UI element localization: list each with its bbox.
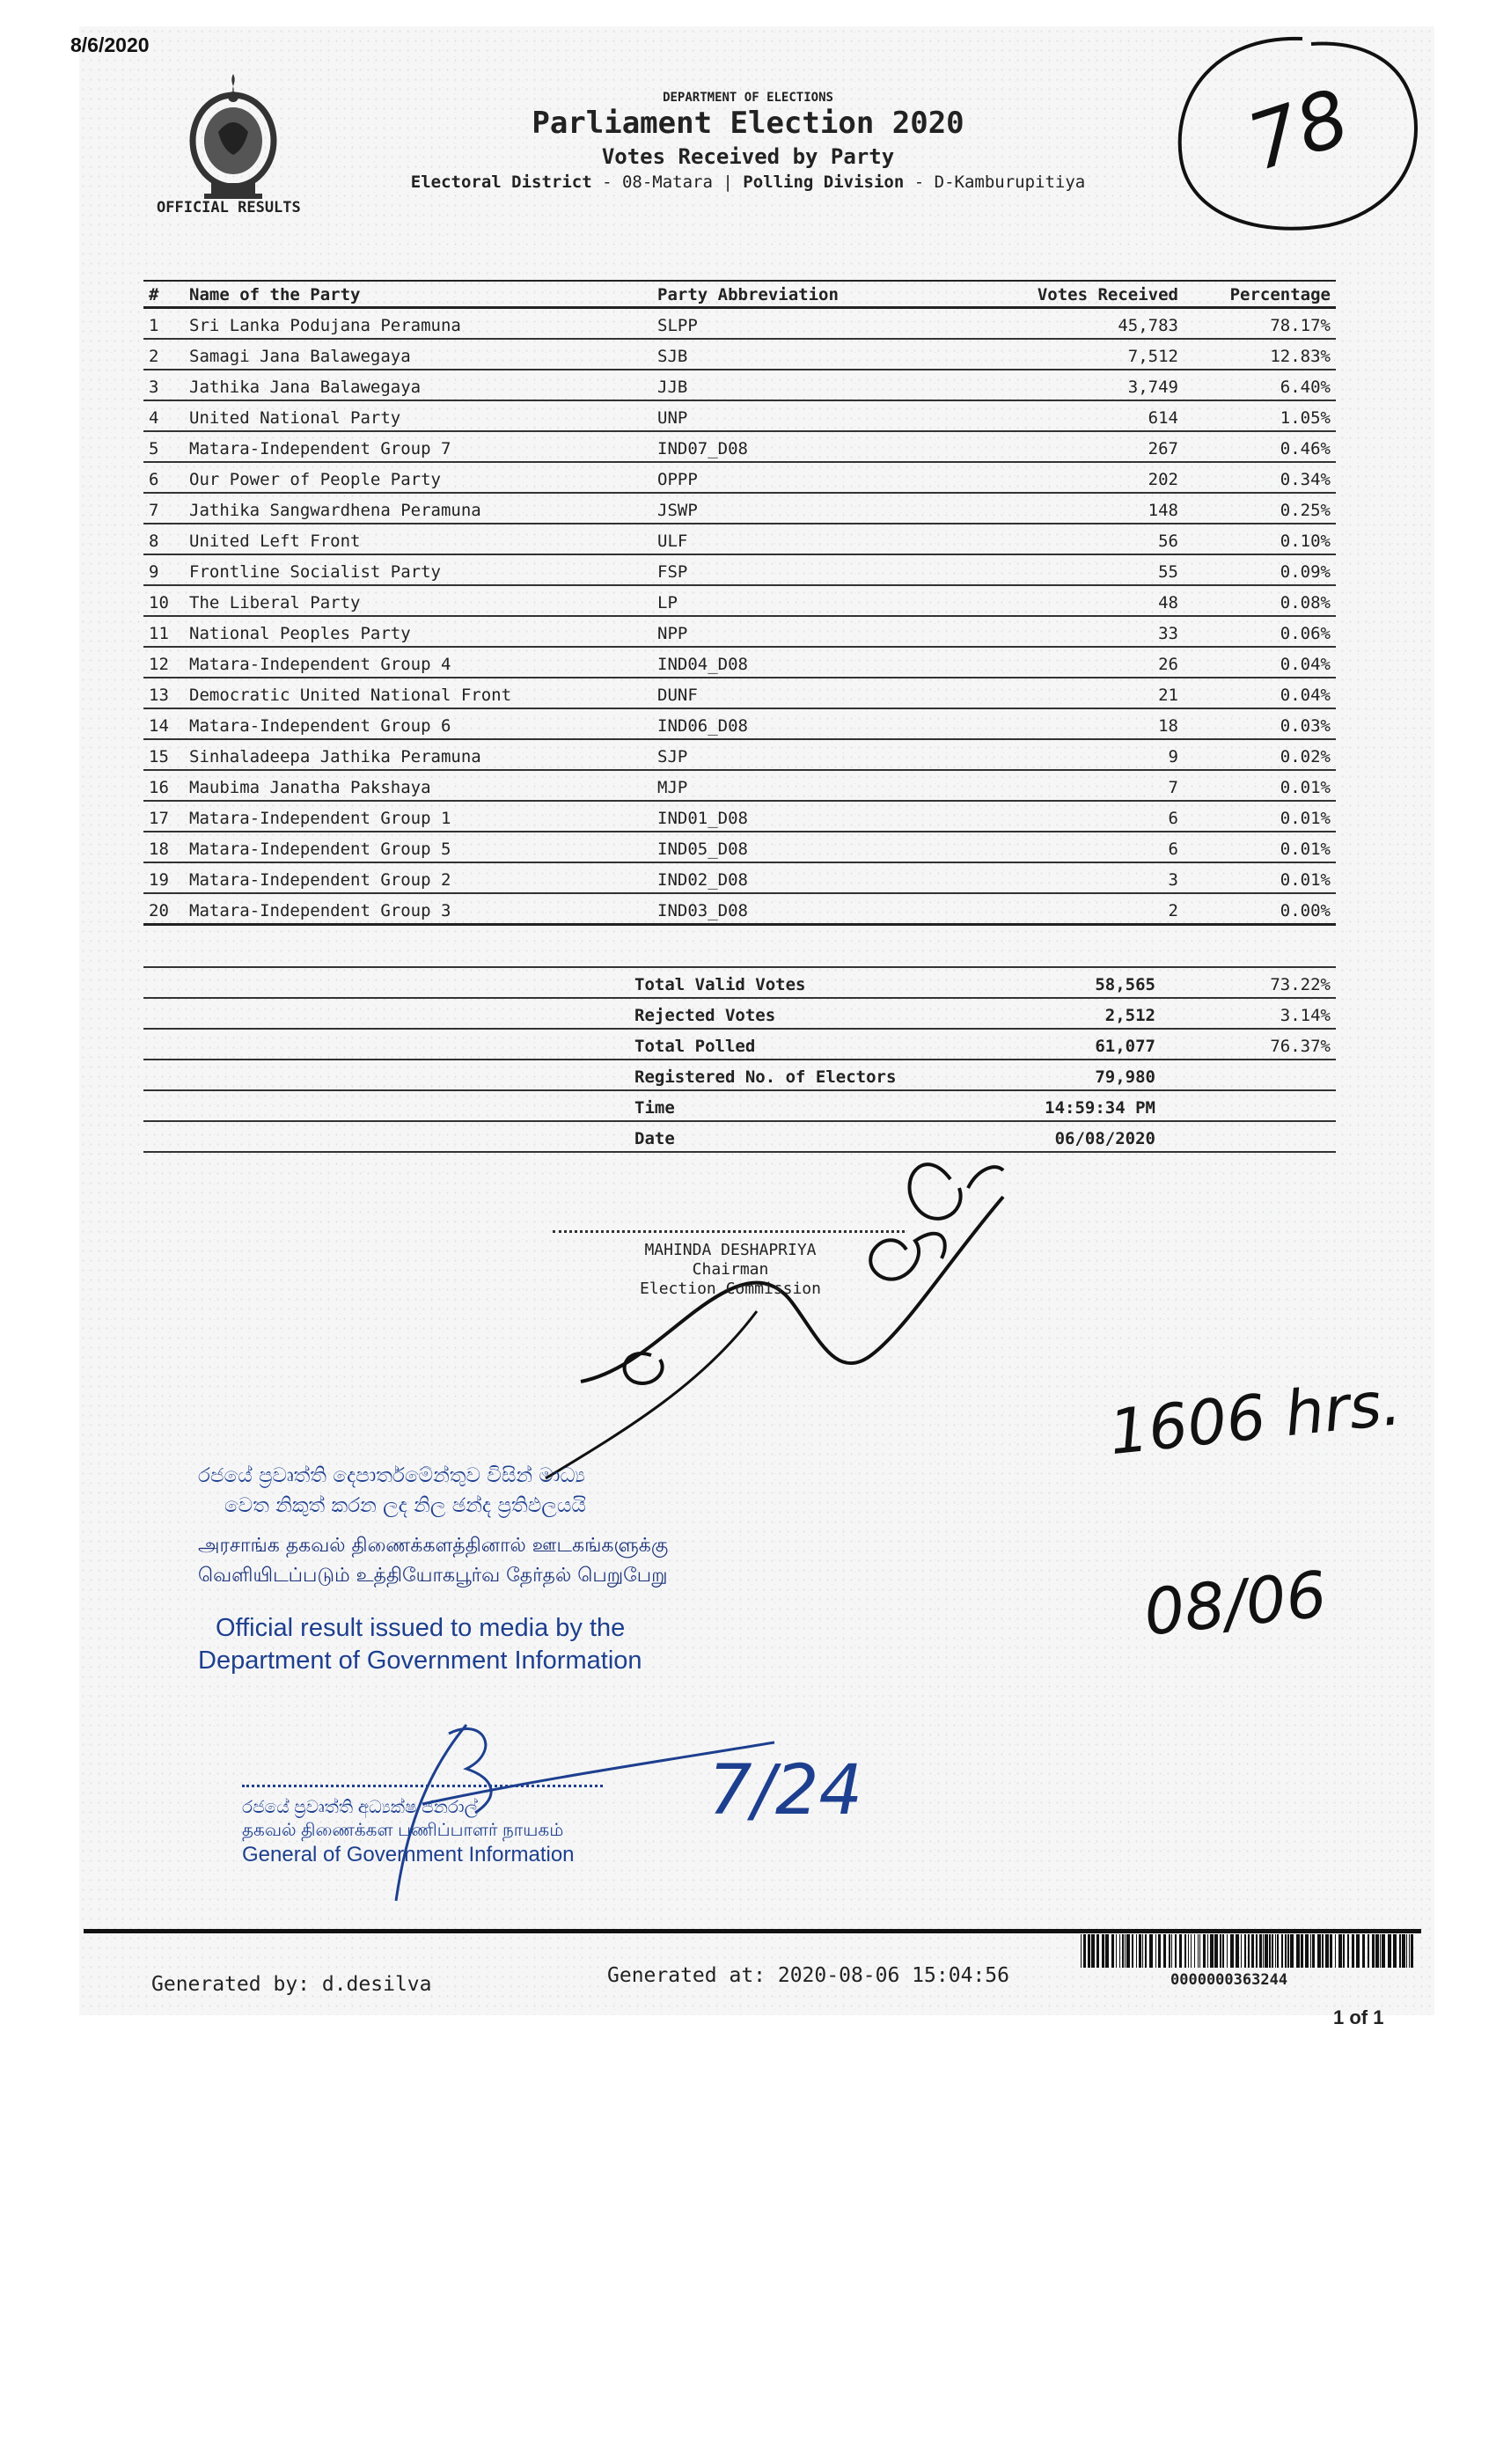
handwritten-time-note: 1606 hrs. — [1105, 1366, 1404, 1470]
row-votes: 202 — [979, 462, 1184, 493]
table-row — [143, 339, 1336, 370]
table-row — [143, 493, 1336, 524]
row-percentage: 0.04% — [1184, 647, 1336, 678]
row-index: 12 — [143, 647, 184, 678]
table-row — [143, 431, 1336, 462]
barcode-number: 0000000363244 — [1170, 1971, 1288, 1989]
summary-table — [143, 966, 1336, 1153]
row-party-name: Matara-Independent Group 1 — [184, 801, 652, 832]
summary-label: Time — [629, 1090, 992, 1121]
row-party-abbreviation: ULF — [652, 524, 979, 554]
row-percentage: 0.09% — [1184, 554, 1336, 585]
row-party-name: Matara-Independent Group 3 — [184, 893, 652, 925]
district-value: - 08-Matara | — [602, 172, 733, 192]
row-percentage: 0.01% — [1184, 832, 1336, 862]
row-index: 13 — [143, 678, 184, 708]
page-number: 1 of 1 — [1333, 2006, 1384, 2028]
row-percentage: 0.04% — [1184, 678, 1336, 708]
row-index: 15 — [143, 739, 184, 770]
votes-table — [143, 280, 1336, 926]
table-row — [143, 400, 1336, 431]
row-index: 4 — [143, 400, 184, 431]
row-index: 7 — [143, 493, 184, 524]
row-party-name: United Left Front — [184, 524, 652, 554]
row-party-name: Matara-Independent Group 5 — [184, 832, 652, 862]
summary-percentage: 73.22% — [1161, 967, 1336, 998]
official-results-label: OFFICIAL RESULTS — [157, 199, 301, 216]
summary-row — [143, 1090, 1336, 1121]
chairman-name: MAHINDA DESHAPRIYA — [644, 1241, 817, 1259]
row-votes: 3,749 — [979, 370, 1184, 400]
col-votes-received: Votes Received — [979, 281, 1184, 308]
row-votes: 7 — [979, 770, 1184, 801]
row-index: 16 — [143, 770, 184, 801]
row-percentage: 0.00% — [1184, 893, 1336, 925]
row-party-name: Frontline Socialist Party — [184, 554, 652, 585]
row-party-abbreviation: IND07_D08 — [652, 431, 979, 462]
director-signature-line — [242, 1785, 603, 1787]
summary-value: 79,980 — [992, 1060, 1161, 1090]
row-percentage: 0.10% — [1184, 524, 1336, 554]
row-index: 9 — [143, 554, 184, 585]
division-label: Polling Division — [743, 172, 905, 192]
row-index: 1 — [143, 308, 184, 340]
summary-spacer — [143, 1090, 629, 1121]
row-votes: 55 — [979, 554, 1184, 585]
row-party-name: Jathika Sangwardhena Peramuna — [184, 493, 652, 524]
row-percentage: 6.40% — [1184, 370, 1336, 400]
row-votes: 6 — [979, 832, 1184, 862]
row-votes: 21 — [979, 678, 1184, 708]
row-party-abbreviation: IND06_D08 — [652, 708, 979, 739]
table-header-row — [143, 281, 1336, 308]
col-index: # — [143, 281, 184, 308]
media-release-stamp — [198, 1461, 744, 1677]
handwritten-circle-note — [1162, 26, 1434, 246]
row-party-name: The Liberal Party — [184, 585, 652, 616]
row-party-abbreviation: IND02_D08 — [652, 862, 979, 893]
row-party-abbreviation: SJB — [652, 339, 979, 370]
row-party-name: Jathika Jana Balawegaya — [184, 370, 652, 400]
row-party-abbreviation: FSP — [652, 554, 979, 585]
stamp-tamil-line-1: அரசாங்க தகவல் திணைக்களத்தினால் ஊடகங்களுக்கு — [198, 1535, 669, 1557]
row-votes: 7,512 — [979, 339, 1184, 370]
table-row — [143, 893, 1336, 925]
director-title-block — [242, 1785, 664, 1868]
generated-at: Generated at: 2020-08-06 15:04:56 — [607, 1964, 1009, 1987]
table-row — [143, 832, 1336, 862]
stamp-sinhala-line-2: වෙත නිකුත් කරන ලද නිල ඡන්ද ප්‍රතිඵලයයි — [224, 1494, 586, 1517]
summary-row — [143, 1029, 1336, 1060]
row-votes: 56 — [979, 524, 1184, 554]
district-label: Electoral District — [410, 172, 592, 192]
row-index: 5 — [143, 431, 184, 462]
stamp-english-line-1: Official result issued to media by the — [216, 1614, 626, 1642]
table-row — [143, 801, 1336, 832]
table-row — [143, 862, 1336, 893]
stamp-sinhala-line-1: රජයේ ප්‍රවෘත්ති දෙපාර්තමේන්තුව විසින් මාධ්‍ය — [198, 1464, 585, 1487]
row-percentage: 0.01% — [1184, 770, 1336, 801]
table-row — [143, 616, 1336, 647]
col-percentage: Percentage — [1184, 281, 1336, 308]
summary-label: Rejected Votes — [629, 998, 992, 1029]
generated-by: Generated by: d.desilva — [151, 1973, 432, 1996]
row-votes: 33 — [979, 616, 1184, 647]
circle-note-text: 78 — [1237, 71, 1360, 188]
stamp-english-line-2: Department of Government Information — [198, 1646, 642, 1675]
row-votes: 614 — [979, 400, 1184, 431]
summary-row — [143, 1060, 1336, 1090]
row-votes: 48 — [979, 585, 1184, 616]
table-row — [143, 678, 1336, 708]
row-party-abbreviation: IND01_D08 — [652, 801, 979, 832]
row-percentage: 0.46% — [1184, 431, 1336, 462]
row-party-abbreviation: JSWP — [652, 493, 979, 524]
row-votes: 9 — [979, 739, 1184, 770]
row-index: 6 — [143, 462, 184, 493]
table-row — [143, 308, 1336, 340]
summary-value: 58,565 — [992, 967, 1161, 998]
summary-label: Total Polled — [629, 1029, 992, 1060]
table-row — [143, 554, 1336, 585]
row-party-name: Maubima Janatha Pakshaya — [184, 770, 652, 801]
signature-line — [553, 1230, 905, 1233]
row-percentage: 0.01% — [1184, 862, 1336, 893]
row-percentage: 12.83% — [1184, 339, 1336, 370]
summary-label: Date — [629, 1121, 992, 1152]
row-index: 18 — [143, 832, 184, 862]
summary-value: 2,512 — [992, 998, 1161, 1029]
row-index: 20 — [143, 893, 184, 925]
row-votes: 267 — [979, 431, 1184, 462]
row-index: 3 — [143, 370, 184, 400]
row-percentage: 0.03% — [1184, 708, 1336, 739]
row-percentage: 78.17% — [1184, 308, 1336, 340]
summary-row — [143, 967, 1336, 998]
chairman-block — [554, 1241, 906, 1299]
summary-spacer — [143, 967, 629, 998]
summary-spacer — [143, 1029, 629, 1060]
page-subtitle: Votes Received by Party — [601, 144, 895, 169]
row-votes: 3 — [979, 862, 1184, 893]
row-party-abbreviation: IND05_D08 — [652, 832, 979, 862]
row-percentage: 0.01% — [1184, 801, 1336, 832]
chairman-org: Election Commission — [640, 1280, 821, 1298]
row-party-abbreviation: DUNF — [652, 678, 979, 708]
row-votes: 45,783 — [979, 308, 1184, 340]
row-percentage: 0.06% — [1184, 616, 1336, 647]
row-index: 17 — [143, 801, 184, 832]
table-row — [143, 370, 1336, 400]
table-row — [143, 647, 1336, 678]
row-index: 10 — [143, 585, 184, 616]
table-row — [143, 708, 1336, 739]
row-party-name: Matara-Independent Group 2 — [184, 862, 652, 893]
row-index: 8 — [143, 524, 184, 554]
row-index: 14 — [143, 708, 184, 739]
handwritten-blue-note: 7/24 — [708, 1751, 863, 1830]
summary-value: 61,077 — [992, 1029, 1161, 1060]
row-percentage: 0.34% — [1184, 462, 1336, 493]
col-party-abbreviation: Party Abbreviation — [652, 281, 979, 308]
row-party-name: Matara-Independent Group 6 — [184, 708, 652, 739]
row-party-name: United National Party — [184, 400, 652, 431]
row-party-abbreviation: JJB — [652, 370, 979, 400]
row-party-abbreviation: IND04_D08 — [652, 647, 979, 678]
row-percentage: 0.25% — [1184, 493, 1336, 524]
table-row — [143, 739, 1336, 770]
division-value: - D-Kamburupitiya — [913, 172, 1086, 192]
row-votes: 18 — [979, 708, 1184, 739]
summary-percentage: 3.14% — [1161, 998, 1336, 1029]
row-votes: 6 — [979, 801, 1184, 832]
row-party-abbreviation: UNP — [652, 400, 979, 431]
row-party-name: Matara-Independent Group 4 — [184, 647, 652, 678]
row-index: 19 — [143, 862, 184, 893]
row-percentage: 0.08% — [1184, 585, 1336, 616]
col-party-name: Name of the Party — [184, 281, 652, 308]
row-party-name: Sinhaladeepa Jathika Peramuna — [184, 739, 652, 770]
summary-percentage — [1161, 1121, 1336, 1152]
director-title-tamil: தகவல் திணைக்கள பணிப்பாளர் நாயகம் — [242, 1821, 564, 1840]
page-title: Parliament Election 2020 — [532, 106, 964, 141]
summary-value: 14:59:34 PM — [992, 1090, 1161, 1121]
table-row — [143, 462, 1336, 493]
stamp-tamil-line-2: வெளியிடப்படும் உத்தியோகபூர்வ தேர்தல் பெறுபேறு — [198, 1565, 668, 1587]
row-percentage: 1.05% — [1184, 400, 1336, 431]
row-party-name: Sri Lanka Podujana Peramuna — [184, 308, 652, 340]
row-party-name: Democratic United National Front — [184, 678, 652, 708]
row-party-name: Our Power of People Party — [184, 462, 652, 493]
row-party-name: Samagi Jana Balawegaya — [184, 339, 652, 370]
row-party-abbreviation: NPP — [652, 616, 979, 647]
row-party-name: Matara-Independent Group 7 — [184, 431, 652, 462]
summary-percentage — [1161, 1090, 1336, 1121]
row-party-abbreviation: IND03_D08 — [652, 893, 979, 925]
footer-rule — [84, 1929, 1421, 1933]
summary-percentage: 76.37% — [1161, 1029, 1336, 1060]
row-party-name: National Peoples Party — [184, 616, 652, 647]
department-name: DEPARTMENT OF ELECTIONS — [663, 91, 833, 105]
director-title-english: General of Government Information — [242, 1843, 575, 1866]
row-percentage: 0.02% — [1184, 739, 1336, 770]
row-party-abbreviation: SJP — [652, 739, 979, 770]
row-party-abbreviation: LP — [652, 585, 979, 616]
table-row — [143, 524, 1336, 554]
director-title-sinhala: රජයේ ප්‍රවෘත්ති අධ්‍යක්ෂ ජනරාල් — [242, 1798, 478, 1817]
summary-spacer — [143, 1060, 629, 1090]
summary-label: Registered No. of Electors — [629, 1060, 992, 1090]
summary-label: Total Valid Votes — [629, 967, 992, 998]
row-votes: 148 — [979, 493, 1184, 524]
chairman-role: Chairman — [692, 1260, 769, 1279]
barcode-icon — [1081, 1934, 1415, 1969]
table-row — [143, 770, 1336, 801]
summary-spacer — [143, 998, 629, 1029]
row-party-abbreviation: OPPP — [652, 462, 979, 493]
print-date: 8/6/2020 — [70, 33, 150, 56]
summary-row — [143, 998, 1336, 1029]
row-votes: 26 — [979, 647, 1184, 678]
row-index: 11 — [143, 616, 184, 647]
row-index: 2 — [143, 339, 184, 370]
row-votes: 2 — [979, 893, 1184, 925]
summary-percentage — [1161, 1060, 1336, 1090]
handwritten-date-note: 08/06 — [1140, 1557, 1331, 1650]
chairman-signature — [493, 1126, 1126, 1496]
row-party-abbreviation: MJP — [652, 770, 979, 801]
table-row — [143, 585, 1336, 616]
row-party-abbreviation: SLPP — [652, 308, 979, 340]
summary-value: 06/08/2020 — [992, 1121, 1161, 1152]
